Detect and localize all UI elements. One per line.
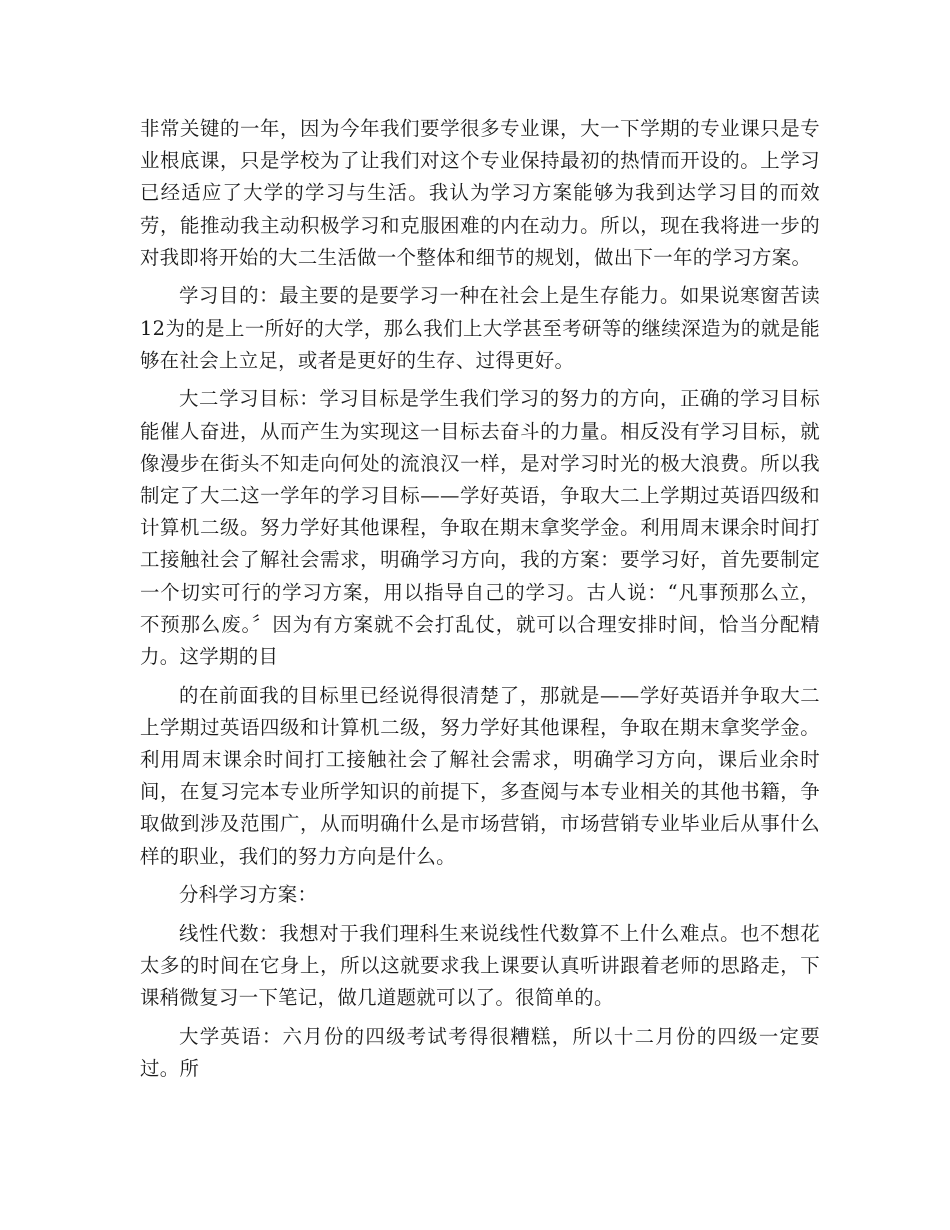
paragraph-sophomore-goals: 大二学习目标：学习目标是学生我们学习的努力的方向，正确的学习目标能催人奋进，从而产生为实现这一目标去奋斗的力量。相反没有学习目标，就像漫步在街头不知走向何处的流浪汉一样，是对学习时光的极大浪费。所以我制定了大二这一学年的学习目标——学好英语，争取大二上学期过英语四级和计算机二级。努力学好其他课程，争取在期末拿奖学金。利用周末课余时间打工接触社会了解社会需求，明确学习方向，我的方案：要学习好，首先要制定一个切实可行的学习方案，用以指导自己的学习。古人说：“凡事预那么立，不预那么废。〞因为有方案就不会打乱仗，就可以合理安排时间，恰当分配精力。这学期的目 — [140, 387, 820, 669]
document-body — [140, 113, 820, 1092]
paragraph-learning-purpose: 学习目的：最主要的是要学习一种在社会上是生存能力。如果说寒窗苦读12为的是上一所好的大学，那么我们上大学甚至考研等的继续深造为的就是能够在社会上立足，或者是更好的生存、过得更好。 — [140, 284, 820, 372]
paragraph-intro: 非常关键的一年，因为今年我们要学很多专业课，大一下学期的专业课只是专业根底课，只是学校为了让我们对这个专业保持最初的热情而开设的。上学习已经适应了大学的学习与生活。我认为学习方案能够为我到达学习目的而效劳，能推动我主动积极学习和克服困难的内在动力。所以，现在我将进一步的对我即将开始的大二生活做一个整体和细节的规划，做出下一年的学习方案。 — [140, 117, 820, 269]
paragraph-subject-plan-heading: 分科学习方案： — [179, 883, 318, 907]
paragraph-goals-continued: 的在前面我的目标里已经说得很清楚了，那就是——学好英语并争取大二上学期过英语四级和计算机二级，努力学好其他课程，争取在期末拿奖学金。利用周末课余时间打工接触社会了解社会需求，明确学习方向，课后业余时间，在复习完本专业所学知识的前提下，多查阅与本专业相关的其他书籍，争取做到涉及范围广，从而明确什么是市场营销，市场营销专业毕业后从事什么样的职业，我们的努力方向是什么。 — [140, 683, 820, 868]
paragraph-college-english: 大学英语：六月份的四级考试考得很糟糕，所以十二月份的四级一定要过。所 — [140, 1024, 820, 1081]
paragraph-linear-algebra: 线性代数：我想对于我们理科生来说线性代数算不上什么难点。也不想花太多的时间在它身上，所以这就要求我上课要认真听讲跟着老师的思路走，下课稍微复习一下笔记，做几道题就可以了。很简单的。 — [140, 921, 820, 1010]
